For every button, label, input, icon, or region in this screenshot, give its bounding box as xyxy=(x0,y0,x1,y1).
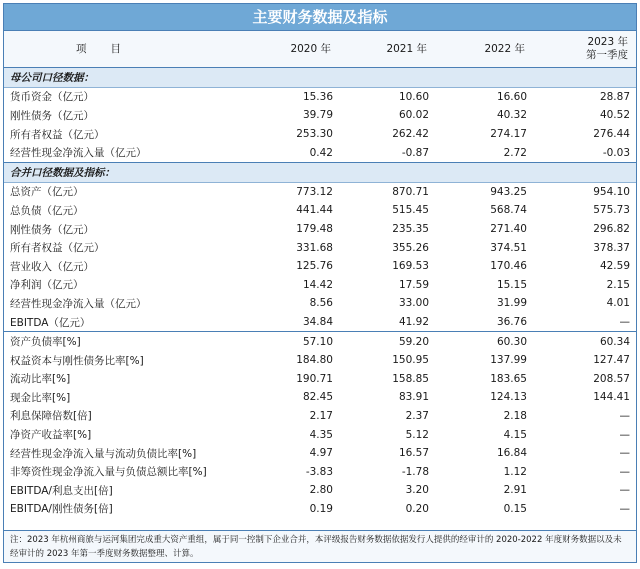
cell-2020: 125.76 xyxy=(296,260,333,273)
cell-2023q1: — xyxy=(619,428,630,441)
table-row xyxy=(4,201,636,220)
table-row xyxy=(4,332,636,351)
cell-2021: 33.00 xyxy=(398,297,429,310)
table-row xyxy=(4,407,636,426)
cell-2020: 57.10 xyxy=(236,332,339,351)
cell-2020: 15.36 xyxy=(302,90,333,103)
cell-2020: 82.45 xyxy=(302,391,333,404)
cell-2021: 41.92 xyxy=(398,316,429,329)
cell-2023q1: 575.73 xyxy=(593,204,630,217)
cell-2021: 150.95 xyxy=(392,354,429,367)
table-row xyxy=(4,106,636,125)
header-2020: 2020 年 xyxy=(236,31,339,68)
cell-2022: 4.15 xyxy=(503,428,527,441)
header-2023-year: 2023 年 xyxy=(587,36,628,48)
cell-2023q1: 144.41 xyxy=(593,391,630,404)
cell-2022: 16.84 xyxy=(496,447,527,460)
cell-2022: 137.99 xyxy=(490,354,527,367)
row-name: 总负债（亿元） xyxy=(10,204,84,217)
table-row xyxy=(4,294,636,313)
table-row xyxy=(4,125,636,144)
cell-2022: 40.32 xyxy=(496,109,527,122)
row-name: 权益资本与刚性债务比率[%] xyxy=(10,354,144,367)
header-2021: 2021 年 xyxy=(339,31,435,68)
cell-2021: 355.26 xyxy=(392,241,429,254)
financial-table-panel xyxy=(3,3,637,563)
cell-2021: 3.20 xyxy=(405,484,429,497)
cell-2022: 15.15 xyxy=(496,278,527,291)
cell-2023q1: 208.57 xyxy=(593,372,630,385)
section-label: 合并口径数据及指标： xyxy=(4,162,636,182)
cell-2021: 0.20 xyxy=(405,502,429,515)
row-name: 刚性债务（亿元） xyxy=(10,223,94,236)
cell-2020: -3.83 xyxy=(305,465,333,478)
row-name: EBITDA/刚性债务[倍] xyxy=(10,503,113,516)
cell-2023q1: — xyxy=(619,447,630,460)
cell-2021: 83.91 xyxy=(398,391,429,404)
cell-2022: 2.91 xyxy=(503,484,527,497)
cell-2021: 59.20 xyxy=(339,332,435,351)
table-title: 主要财务数据及指标 xyxy=(4,4,636,31)
table-row xyxy=(4,220,636,239)
cell-2023q1: — xyxy=(619,502,630,515)
cell-2023q1: 42.59 xyxy=(599,260,630,273)
cell-2022: 2.72 xyxy=(503,146,527,159)
cell-2020: 0.19 xyxy=(309,502,333,515)
cell-2020: 0.42 xyxy=(309,146,333,159)
cell-2021: -1.78 xyxy=(401,465,429,478)
cell-2022: 568.74 xyxy=(490,204,527,217)
cell-2023q1: 60.34 xyxy=(533,332,636,351)
row-name: 营业收入（亿元） xyxy=(10,260,94,273)
cell-2020: 39.79 xyxy=(302,109,333,122)
cell-2023q1: — xyxy=(619,409,630,422)
cell-2021: 17.59 xyxy=(398,278,429,291)
table-row xyxy=(4,238,636,257)
cell-2020: 14.42 xyxy=(302,278,333,291)
cell-2023q1: — xyxy=(619,316,630,329)
cell-2023q1: 4.01 xyxy=(606,297,630,310)
cell-2022: 16.60 xyxy=(496,90,527,103)
cell-2021: 60.02 xyxy=(398,109,429,122)
cell-2020: 8.56 xyxy=(309,297,333,310)
cell-2021: 2.37 xyxy=(405,409,429,422)
cell-2020: 253.30 xyxy=(296,128,333,141)
cell-2022: 943.25 xyxy=(490,185,527,198)
cell-2023q1: 296.82 xyxy=(593,223,630,236)
cell-2021: 235.35 xyxy=(392,223,429,236)
row-name: 现金比率[%] xyxy=(10,391,71,404)
table-row xyxy=(4,462,636,481)
cell-2021: 5.12 xyxy=(405,428,429,441)
table-row xyxy=(4,370,636,389)
cell-2023q1: 28.87 xyxy=(599,90,630,103)
row-name: 非筹资性现金净流入量与负债总额比率[%] xyxy=(10,466,207,479)
section-parent-company xyxy=(4,68,636,88)
cell-2023q1: 2.15 xyxy=(606,278,630,291)
table-row xyxy=(4,87,636,106)
cell-2021: 515.45 xyxy=(392,204,429,217)
cell-2021: -0.87 xyxy=(401,146,429,159)
cell-2020: 34.84 xyxy=(302,316,333,329)
cell-2020: 331.68 xyxy=(296,241,333,254)
table-row xyxy=(4,276,636,295)
header-item: 项目 xyxy=(4,31,236,68)
table-body xyxy=(4,68,636,519)
cell-2022: 1.12 xyxy=(503,465,527,478)
cell-2023q1: 276.44 xyxy=(593,128,630,141)
row-name: 经营性现金净流入量（亿元） xyxy=(10,147,147,160)
row-name: 利息保障倍数[倍] xyxy=(10,410,92,423)
cell-2022: 36.76 xyxy=(496,316,527,329)
cell-2020: 773.12 xyxy=(296,185,333,198)
table-row xyxy=(4,313,636,332)
row-name: EBITDA/利息支出[倍] xyxy=(10,484,113,497)
section-label: 母公司口径数据： xyxy=(4,68,636,88)
cell-2022: 271.40 xyxy=(490,223,527,236)
financial-data-table xyxy=(4,31,636,518)
cell-2023q1: 378.37 xyxy=(593,241,630,254)
cell-2023q1: -0.03 xyxy=(602,146,630,159)
cell-2023q1: 40.52 xyxy=(599,109,630,122)
cell-2020: 4.35 xyxy=(309,428,333,441)
table-row xyxy=(4,257,636,276)
cell-2022: 0.15 xyxy=(503,502,527,515)
cell-2023q1: 954.10 xyxy=(593,185,630,198)
cell-2021: 262.42 xyxy=(392,128,429,141)
cell-2020: 190.71 xyxy=(296,372,333,385)
cell-2022: 183.65 xyxy=(490,372,527,385)
table-row xyxy=(4,388,636,407)
cell-2022: 60.30 xyxy=(435,332,533,351)
row-name: 所有者权益（亿元） xyxy=(10,128,105,141)
table-row xyxy=(4,444,636,463)
table-row xyxy=(4,500,636,519)
row-name: 总资产（亿元） xyxy=(10,186,84,199)
cell-2020: 2.17 xyxy=(309,409,333,422)
cell-2022: 274.17 xyxy=(490,128,527,141)
row-name: 净资产收益率[%] xyxy=(10,429,92,442)
cell-2020: 4.97 xyxy=(309,447,333,460)
cell-2023q1: — xyxy=(619,484,630,497)
header-2023q1 xyxy=(533,31,636,68)
cell-2023q1: 127.47 xyxy=(593,354,630,367)
row-name: 经营性现金净流入量与流动负债比率[%] xyxy=(10,447,197,460)
cell-2021: 16.57 xyxy=(398,447,429,460)
cell-2022: 124.13 xyxy=(490,391,527,404)
table-row xyxy=(4,182,636,201)
section-consolidated xyxy=(4,162,636,182)
header-2022: 2022 年 xyxy=(435,31,533,68)
row-name: 净利润（亿元） xyxy=(10,279,84,292)
row-name: EBITDA（亿元） xyxy=(10,316,91,329)
table-row xyxy=(4,351,636,370)
row-name: 所有者权益（亿元） xyxy=(10,242,105,255)
footnote: 注：2023 年杭州商旅与运河集团完成重大资产重组，属于同一控制下企业合并，本评级报告财务数据依据发行人提供的经审计的 2020-2022 年度财务数据以及未经审计的 2023 年第一季度财务数据整理、计算。 xyxy=(4,530,636,562)
cell-2022: 170.46 xyxy=(490,260,527,273)
row-name: 流动比率[%] xyxy=(10,373,71,386)
row-name: 经营性现金净流入量（亿元） xyxy=(10,297,147,310)
table-row xyxy=(4,425,636,444)
cell-2020: 441.44 xyxy=(296,204,333,217)
cell-2020: 179.48 xyxy=(296,223,333,236)
cell-2020: 2.80 xyxy=(309,484,333,497)
table-row xyxy=(4,481,636,500)
row-name: 刚性债务（亿元） xyxy=(10,109,94,122)
cell-2021: 10.60 xyxy=(398,90,429,103)
header-2023-quarter: 第一季度 xyxy=(586,49,628,61)
cell-2022: 2.18 xyxy=(503,409,527,422)
cell-2021: 169.53 xyxy=(392,260,429,273)
cell-2023q1: — xyxy=(619,465,630,478)
cell-2020: 184.80 xyxy=(296,354,333,367)
cell-2022: 31.99 xyxy=(496,297,527,310)
cell-2021: 870.71 xyxy=(392,185,429,198)
cell-2021: 158.85 xyxy=(392,372,429,385)
cell-2022: 374.51 xyxy=(490,241,527,254)
row-name: 货币资金（亿元） xyxy=(10,91,94,104)
row-name: 资产负债率[%] xyxy=(4,332,236,351)
table-row xyxy=(4,143,636,162)
header-row xyxy=(4,31,636,68)
